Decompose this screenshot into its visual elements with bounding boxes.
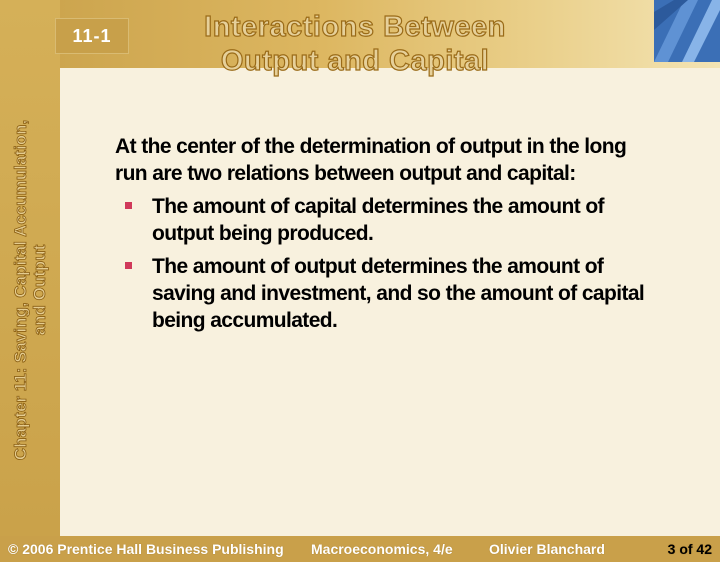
bullet-text: The amount of output determines the amount of saving and investment, and so the amount of capital being accumulated.	[152, 255, 645, 332]
corner-graphic	[654, 0, 720, 62]
bullet-item	[115, 193, 655, 247]
slide-body	[115, 133, 655, 340]
bullet-square-icon	[125, 262, 132, 269]
bullet-text: The amount of capital determines the amount of output being produced.	[152, 195, 604, 245]
footer-author: Olivier Blanchard	[489, 541, 605, 557]
bullet-square-icon	[125, 202, 132, 209]
slide-number-badge	[55, 18, 129, 54]
slide-title-line1: Interactions Between	[204, 11, 506, 43]
footer-bar	[0, 536, 720, 562]
intro-paragraph: At the center of the determination of output in the long run are two relations between output and capital:	[115, 135, 627, 185]
slide-number: 11-1	[72, 25, 112, 46]
footer-book: Macroeconomics, 4/e	[311, 541, 453, 557]
slide-title-line2: Output and Capital	[220, 45, 490, 77]
bullet-item	[115, 253, 655, 334]
chapter-label	[0, 0, 60, 536]
footer-copyright: © 2006 Prentice Hall Business Publishing	[8, 541, 284, 557]
chapter-label-line1: Chapter 11: Saving, Capital Accumulation,	[11, 119, 30, 461]
slide-title	[140, 10, 570, 78]
page-indicator: 3 of 42	[667, 541, 712, 557]
chapter-label-line2: and Output	[30, 244, 49, 336]
